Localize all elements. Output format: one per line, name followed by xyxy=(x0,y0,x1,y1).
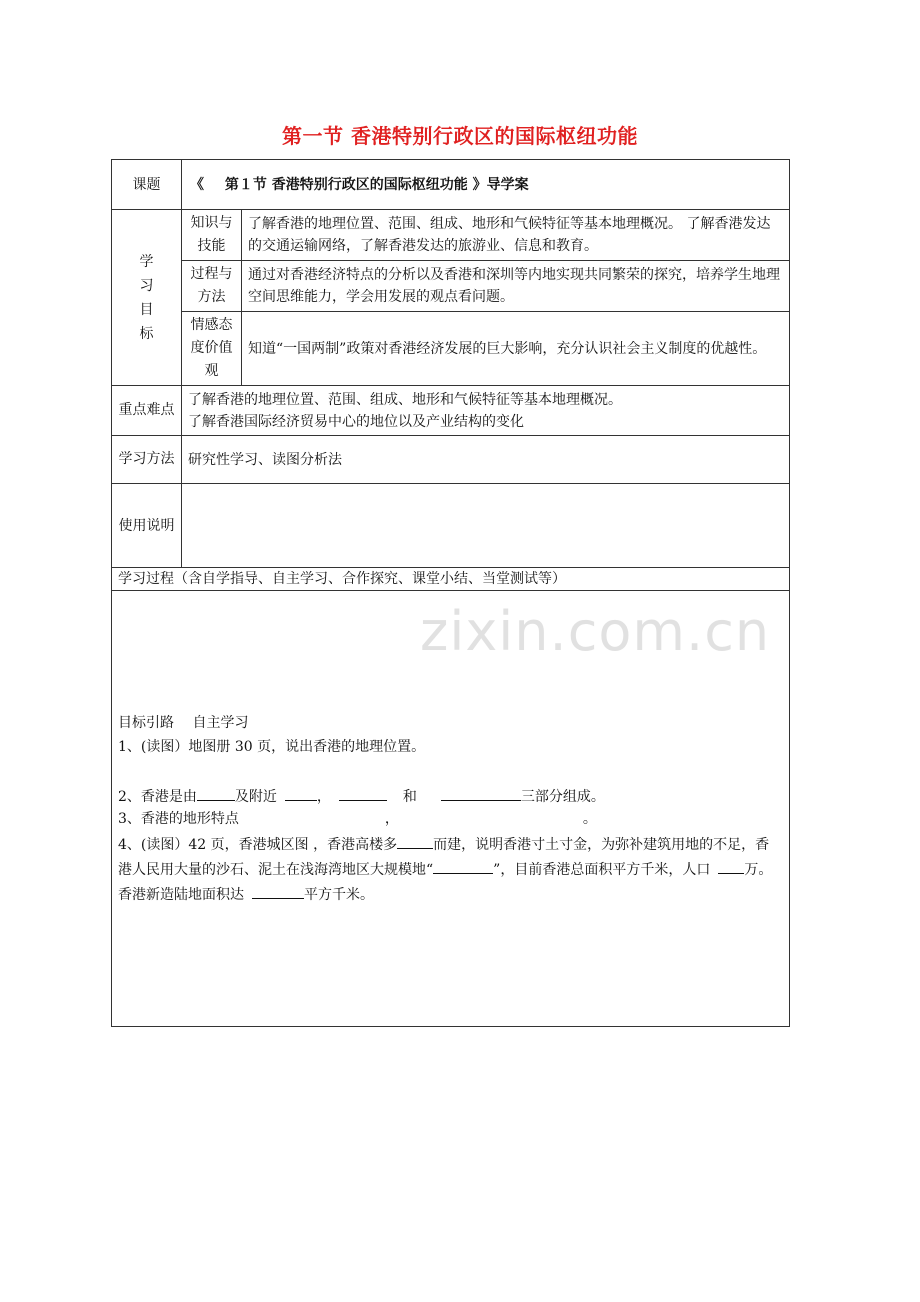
q4-blank-3[interactable] xyxy=(718,857,744,874)
goal-row-emotion xyxy=(112,312,790,386)
question-3 xyxy=(118,808,783,832)
question-1: 1、(读图）地图册 30 页，说出香港的地理位置。 xyxy=(118,738,426,755)
q2-text-a: 2、香港是由 xyxy=(118,788,197,805)
topic-name: 第１节 香港特别行政区的国际枢纽功能 》导学案 xyxy=(224,176,529,193)
q2-blank-3[interactable] xyxy=(339,784,387,801)
q4-blank-2[interactable] xyxy=(433,857,493,874)
q5-text-a: 香港新造陆地面积达 xyxy=(118,886,244,903)
watermark: zixin.com.cn xyxy=(420,600,771,663)
q3-text-a: 3、香港的地形特点 xyxy=(118,810,239,827)
process-header: 学习过程（含自学指导、自主学习、合作探究、课堂小结、当堂测试等） xyxy=(112,568,790,591)
q2-text-e: 三部分组成。 xyxy=(520,788,605,805)
goals-label-text: 学习目标 xyxy=(139,253,154,342)
topic-value xyxy=(182,160,790,210)
goal-label-knowledge: 知识与技能 xyxy=(182,210,242,261)
q5-blank-1[interactable] xyxy=(252,882,304,899)
question-4 xyxy=(118,832,783,882)
q2-blank-4[interactable] xyxy=(441,784,521,801)
question-2 xyxy=(118,784,783,808)
q3-text-c: 。 xyxy=(582,810,597,827)
method-row xyxy=(112,436,790,484)
keypoints-value xyxy=(182,386,790,436)
usage-value xyxy=(182,484,790,568)
goal-label-process: 过程与方法 xyxy=(182,261,242,312)
usage-row xyxy=(112,484,790,568)
q2-blank-1[interactable] xyxy=(197,784,235,801)
keypoints-line-1: 了解香港的地理位置、范围、组成、地形和气候特征等基本地理概况。 xyxy=(188,391,622,408)
q4-text-d: 平方千米，人口 xyxy=(612,861,711,878)
q2-text-b: 及附近 xyxy=(234,788,277,805)
q5-text-b: 平方千米。 xyxy=(304,886,374,903)
topic-label: 课题 xyxy=(112,160,182,210)
goal-text-knowledge: 了解香港的地理位置、范围、组成、地形和气候特征等基本地理概况。 了解香港发达的交通运输网络，了解香港发达的旅游业、信息和教育。 xyxy=(242,210,790,261)
question-5 xyxy=(118,882,783,906)
q2-text-d: 和 xyxy=(402,788,417,805)
q4-blank-1[interactable] xyxy=(397,832,433,849)
q4-text-c: ”，目前香港总面积 xyxy=(493,861,613,878)
keypoints-row xyxy=(112,386,790,436)
goal-row-knowledge xyxy=(112,210,790,261)
goal-text-emotion: 知道“一国两制”政策对香港经济发展的巨大影响，充分认识社会主义制度的优越性。 xyxy=(242,312,790,386)
goal-row-process xyxy=(112,261,790,312)
q4-text-b: 而建，说明香港寸土寸金，为弥补建筑用地的不足，香港人民用大量的沙石、泥土在浅海湾地区大规模地“ xyxy=(118,836,770,878)
process-header-row xyxy=(112,568,790,591)
keypoints-line-2: 了解香港国际经济贸易中心的地位以及产业结构的变化 xyxy=(188,413,524,430)
goals-label xyxy=(112,210,182,386)
q3-text-b: ， xyxy=(384,810,399,827)
q4-text-e: 万。 xyxy=(744,861,773,878)
topic-row xyxy=(112,160,790,210)
goal-text-process: 通过对香港经济特点的分析以及香港和深圳等内地实现共同繁荣的探究，培养学生地理空间思维能力，学会用发展的观点看问题。 xyxy=(242,261,790,312)
keypoints-label: 重点难点 xyxy=(112,386,182,436)
method-value: 研究性学习、读图分析法 xyxy=(182,436,790,484)
topic-bracket: 《 xyxy=(190,176,204,193)
usage-label: 使用说明 xyxy=(112,484,182,568)
q2-blank-2[interactable] xyxy=(285,784,317,801)
page-title: 第一节 香港特别行政区的国际枢纽功能 xyxy=(282,124,638,148)
process-guide: 目标引路 自主学习 xyxy=(118,714,249,731)
q4-text-a: 4、(读图）42 页，香港城区图 ，香港高楼多 xyxy=(118,836,398,853)
method-label: 学习方法 xyxy=(112,436,182,484)
q2-text-c: ， xyxy=(316,788,331,805)
goal-label-emotion: 情感态度价值观 xyxy=(182,312,242,386)
guide-table xyxy=(111,159,790,1027)
